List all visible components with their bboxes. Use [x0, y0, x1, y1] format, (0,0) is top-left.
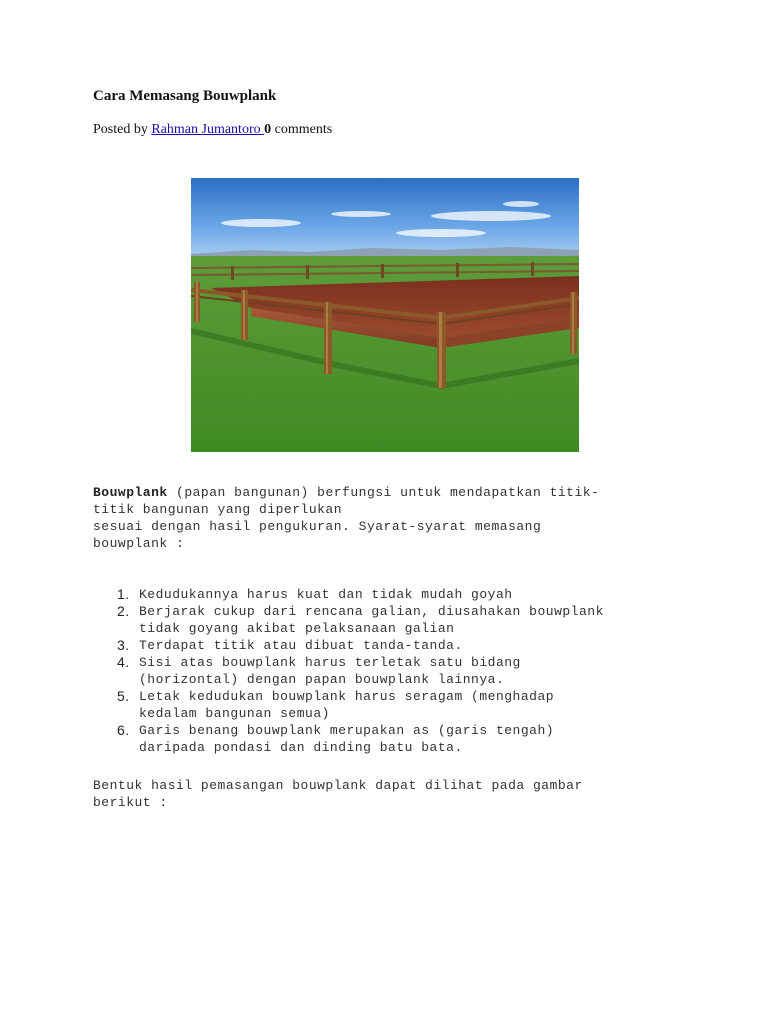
requirements-list — [93, 586, 693, 756]
list-item — [93, 688, 693, 722]
intro-term: Bouwplank — [93, 485, 168, 500]
comment-count[interactable]: 0 — [264, 122, 272, 137]
list-item-line: Berjarak cukup dari rencana galian, diusahakan bouwplank — [139, 604, 604, 619]
list-item-line: daripada pondasi dan dinding batu bata. — [139, 740, 463, 755]
list-item-number: 1. — [117, 586, 130, 602]
list-item — [93, 654, 693, 688]
list-item-number: 5. — [117, 688, 130, 704]
outro-line-1: Bentuk hasil pemasangan bouwplank dapat dilihat pada gambar — [93, 778, 583, 793]
intro-paragraph — [93, 484, 693, 552]
list-item-line: Letak kedudukan bouwplank harus seragam (menghadap — [139, 689, 555, 704]
list-item-line: kedalam bangunan semua) — [139, 706, 330, 721]
bouwplank-illustration — [191, 178, 579, 452]
list-item-number: 3. — [117, 637, 130, 653]
list-item-line: Sisi atas bouwplank harus terletak satu bidang — [139, 655, 521, 670]
intro-line-1-rest: (papan bangunan) berfungsi untuk mendapatkan titik- — [167, 485, 600, 500]
list-item — [93, 603, 693, 637]
intro-line-1 — [93, 484, 693, 501]
list-item-number: 4. — [117, 654, 130, 670]
posted-by-label: Posted by — [93, 122, 148, 137]
list-item-line: tidak goyang akibat pelaksanaan galian — [139, 621, 455, 636]
author-link[interactable]: Rahman Jumantoro — [151, 122, 265, 137]
intro-line-4: bouwplank : — [93, 536, 185, 551]
list-item-line: Terdapat titik atau dibuat tanda-tanda. — [139, 638, 463, 653]
list-item — [93, 586, 693, 603]
list-item-line: Kedudukannya harus kuat dan tidak mudah goyah — [139, 587, 513, 602]
intro-line-3: sesuai dengan hasil pengukuran. Syarat-syarat memasang — [93, 519, 542, 534]
outro-paragraph — [93, 777, 693, 811]
list-item — [93, 722, 693, 756]
post-title: Cara Memasang Bouwplank — [93, 88, 277, 104]
outro-line-2: berikut : — [93, 795, 168, 810]
list-item-number: 2. — [117, 603, 130, 619]
comments-label[interactable]: comments — [274, 122, 333, 137]
list-item-number: 6. — [117, 722, 130, 738]
list-item-line: Garis benang bouwplank merupakan as (garis tengah) — [139, 723, 555, 738]
intro-line-2: titik bangunan yang diperlukan — [93, 502, 343, 517]
list-item — [93, 637, 693, 654]
post-byline — [93, 122, 332, 138]
list-item-line: (horizontal) dengan papan bouwplank lainnya. — [139, 672, 505, 687]
